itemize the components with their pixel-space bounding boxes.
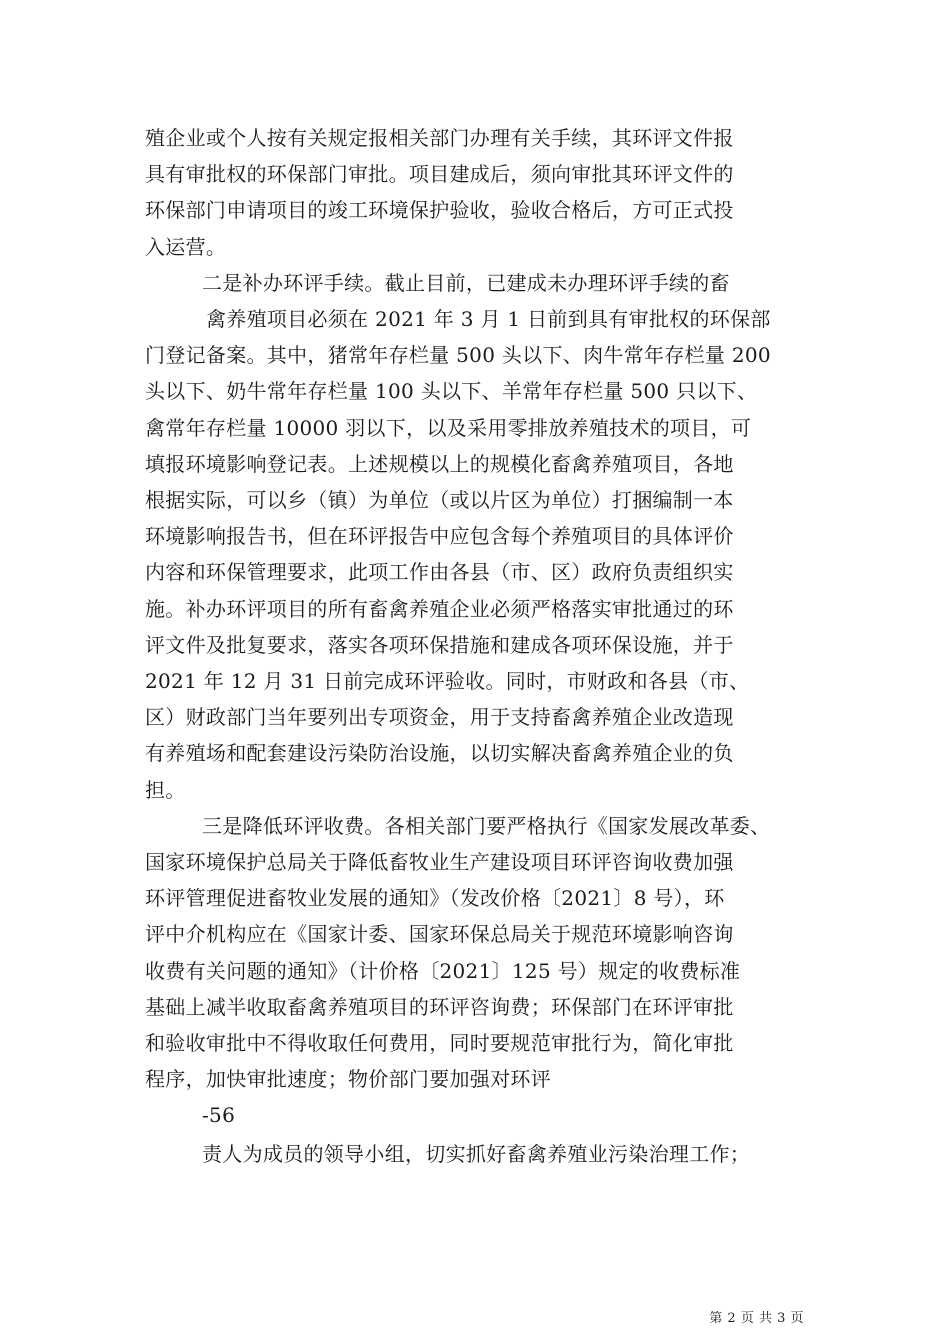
document-body <box>145 120 825 1172</box>
text-line: 评中介机构应在《国家计委、国家环保总局关于规范环境影响咨询 <box>145 922 734 947</box>
text-line: 头以下、奶牛常年存栏量 100 头以下、羊常年存栏量 500 只以下、 <box>145 379 758 404</box>
text-line: 二是补办环评手续。截止目前，已建成未办理环评手续的畜 <box>202 270 730 295</box>
text-line: 基础上减半收取畜禽养殖项目的环评咨询费；环保部门在环评审批 <box>145 994 734 1019</box>
text-line: 环境影响报告书，但在环评报告中应包含每个养殖项目的具体评价 <box>145 524 734 549</box>
text-line: 环保部门申请项目的竣工环境保护验收，验收合格后，方可正式投 <box>145 198 734 223</box>
text-line: 禽常年存栏量 10000 羽以下，以及采用零排放养殖技术的项目，可 <box>145 415 752 440</box>
text-line: 内容和环保管理要求，此项工作由各县（市、区）政府负责组织实 <box>145 560 734 585</box>
text-line: 根据实际，可以乡（镇）为单位（或以片区为单位）打捆编制一本 <box>145 488 734 513</box>
text-line: 殖企业或个人按有关规定报相关部门办理有关手续，其环评文件报 <box>145 126 734 150</box>
text-line: 评文件及批复要求，落实各项环保措施和建成各项环保设施，并于 <box>145 632 734 657</box>
text-line: 入运营。 <box>145 234 227 259</box>
page-footer: 第 2 页 共 3 页 <box>709 1311 804 1326</box>
text-line: 收费有关问题的通知》（计价格〔2021〕125 号）规定的收费标准 <box>145 958 741 983</box>
text-line: 国家环境保护总局关于降低畜牧业生产建设项目环评咨询收费加强 <box>145 850 734 875</box>
text-line: 程序，加快审批速度；物价部门要加强对环评 <box>145 1067 551 1092</box>
text-line: 具有审批权的环保部门审批。项目建成后，须向审批其环评文件的 <box>145 162 734 187</box>
text-line: 和验收审批中不得收取任何费用，同时要规范审批行为，简化审批 <box>145 1031 734 1056</box>
text-line: 填报环境影响登记表。上述规模以上的规模化畜禽养殖项目，各地 <box>145 451 734 476</box>
text-line: 责人为成员的领导小组，切实抓好畜禽养殖业污染治理工作； <box>202 1141 751 1166</box>
text-line: 有养殖场和配套建设污染防治设施，以切实解决畜禽养殖企业的负 <box>145 741 734 766</box>
text-line: 2021 年 12 月 31 日前完成环评验收。同时，市财政和各县（市、 <box>145 669 750 694</box>
text-line: 门登记备案。其中，猪常年存栏量 500 头以下、肉牛常年存栏量 200 <box>145 343 771 368</box>
text-line: 禽养殖项目必须在 2021 年 3 月 1 日前到具有审批权的环保部 <box>206 307 771 332</box>
text-line: 区）财政部门当年要列出专项资金，用于支持畜禽养殖企业改造现 <box>145 705 734 730</box>
text-line: 环评管理促进畜牧业发展的通知》（发改价格〔2021〕8 号），环 <box>145 886 725 911</box>
page-number-marker: -56 <box>202 1103 236 1128</box>
text-line: 担。 <box>145 777 186 802</box>
text-line: 施。补办环评项目的所有畜禽养殖企业必须严格落实审批通过的环 <box>145 596 734 621</box>
text-line: 三是降低环评收费。各相关部门要严格执行《国家发展改革委、 <box>202 813 771 838</box>
